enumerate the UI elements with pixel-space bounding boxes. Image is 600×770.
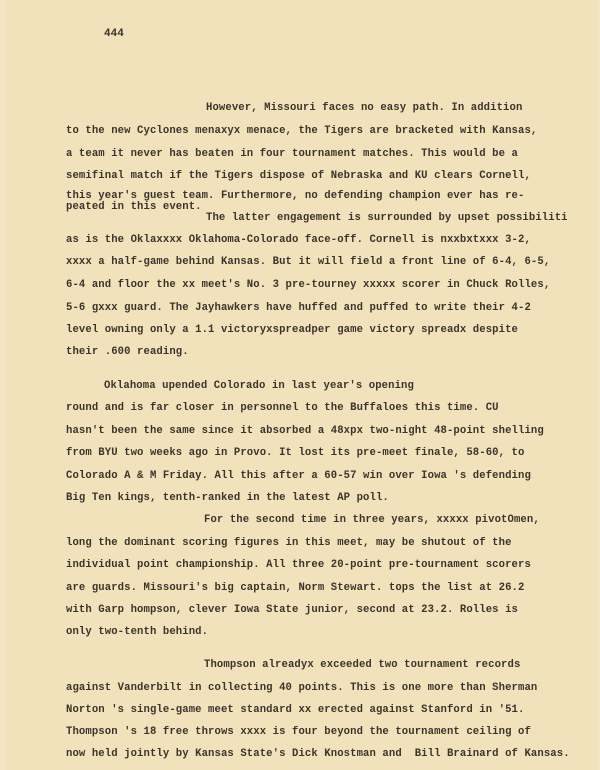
text-line: now held jointly by Kansas State's Dick Knostman and Bill Brainard of Kansas. (66, 748, 570, 760)
page-number: 444 (104, 28, 124, 40)
text-line: For the second time in three years, xxxxx pivotOmen, (204, 514, 540, 526)
text-line: Oklahoma upended Colorado in last year's opening (104, 380, 414, 392)
text-line: xxxx a half-game behind Kansas. But it will field a front line of 6-4, 6-5, (66, 256, 551, 268)
text-line: from BYU two weeks ago in Provo. It lost its pre-meet finale, 58-60, to (66, 447, 525, 459)
text-line: Norton 's single-game meet standard xx erected against Stanford in '51. (66, 704, 525, 716)
text-line: against Vanderbilt in collecting 40 points. This is one more than Sherman (66, 682, 538, 694)
text-line: round and is far closer in personnel to the Buffaloes this time. CU (66, 402, 499, 414)
typed-sheet (6, 0, 598, 770)
text-line: are guards. Missouri's big captain, Norm Stewart. tops the list at 26.2 (66, 582, 525, 594)
text-line: their .600 reading. (66, 346, 189, 358)
text-line: Thompson 's 18 free throws xxxx is four beyond the tournament ceiling of (66, 726, 531, 738)
text-line: Thompson alreadyx exceeded two tournament records (204, 659, 521, 671)
text-line: However, Missouri faces no easy path. In addition (206, 102, 523, 114)
text-line: this year's guest team. Furthermore, no defending champion ever has re- (66, 190, 525, 202)
text-line: to the new Cyclones menaxyx menace, the Tigers are bracketed with Kansas, (66, 125, 538, 137)
text-line: 6-4 and floor the xx meet's No. 3 pre-tourney xxxxx scorer in Chuck Rolles, (66, 279, 551, 291)
text-line: long the dominant scoring figures in this meet, may be shutout of the (66, 537, 512, 549)
text-line: Big Ten kings, tenth-ranked in the latest AP poll. (66, 492, 389, 504)
text-line: individual point championship. All three 20-point pre-tournament scorers (66, 559, 531, 571)
text-line: level owning only a 1.1 victoryxspreadper game victory spreadx despite (66, 324, 519, 336)
text-line: with Garp hompson, clever Iowa State junior, second at 23.2. Rolles is (66, 604, 519, 616)
text-line: as is the Oklaxxxx Oklahoma-Colorado face-off. Cornell is nxxbxtxxx 3-2, (66, 234, 531, 246)
text-line: only two-tenth behind. (66, 626, 209, 638)
text-line: 5-6 gxxx guard. The Jayhawkers have huffed and puffed to write their 4-2 (66, 302, 531, 314)
text-line: Colorado A & M Friday. All this after a 60-57 win over Iowa 's defending (66, 470, 531, 482)
text-line: a team it never has beaten in four tournament matches. This would be a (66, 148, 519, 160)
text-line: peated in this event. (66, 201, 202, 213)
text-line: semifinal match if the Tigers dispose of Nebraska and KU clears Cornell, (66, 170, 531, 182)
text-line: hasn't been the same since it absorbed a 48xpx two-night 48-point shelling (66, 425, 544, 437)
text-line: The latter engagement is surrounded by upset possibiliti (206, 212, 568, 224)
